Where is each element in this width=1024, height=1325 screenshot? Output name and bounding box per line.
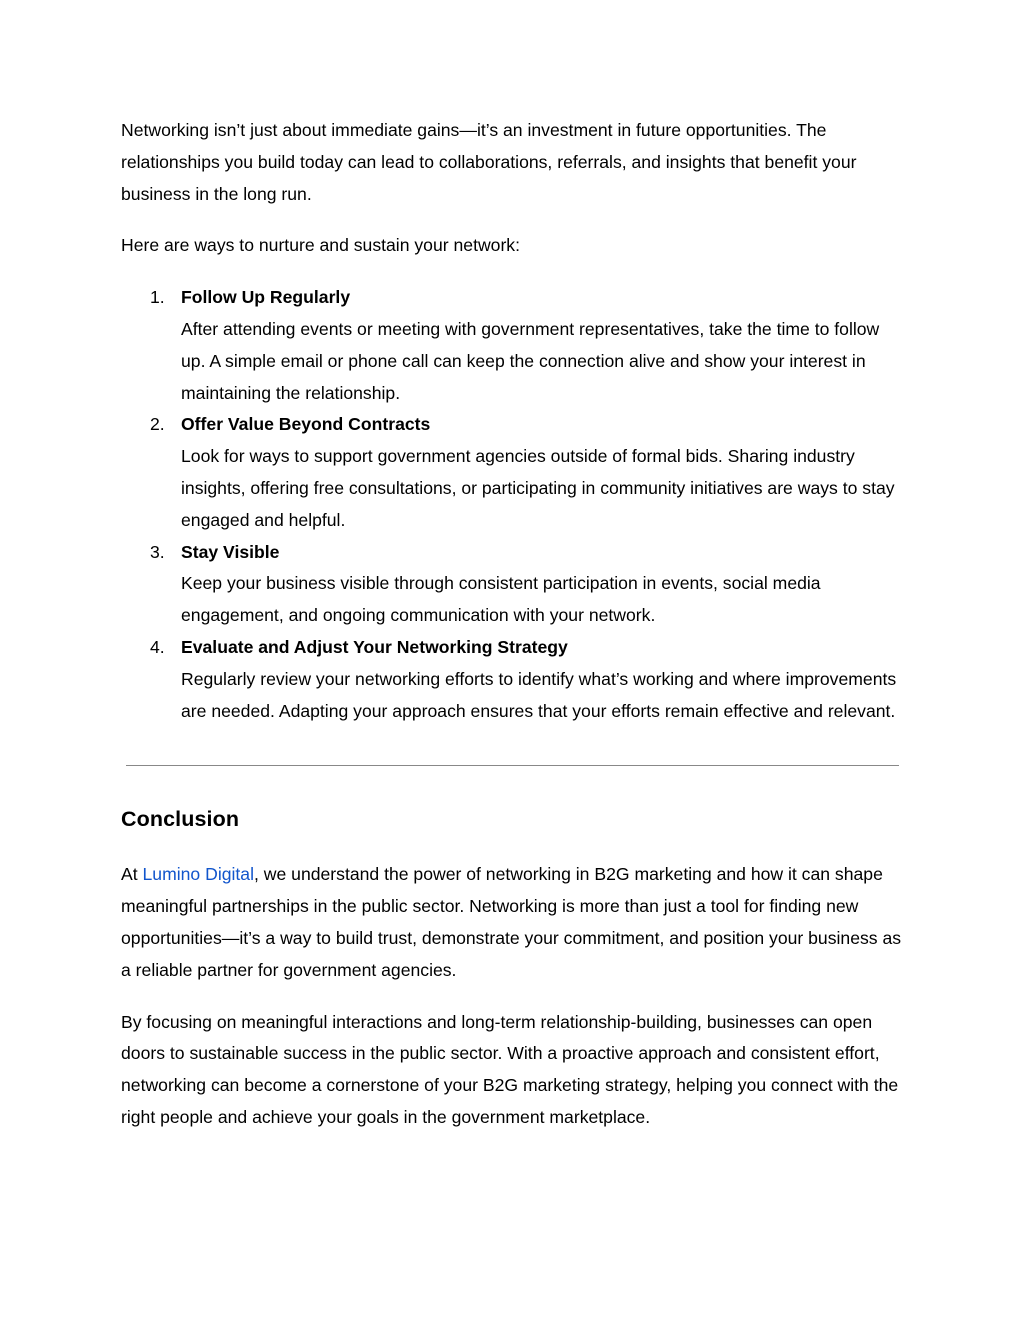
list-item-body: After attending events or meeting with government representatives, take the time to follow up. A simple email or phone call can keep the connection alive and show your interest in maintaining the relationship. (181, 318, 880, 403)
conclusion-paragraph (121, 859, 903, 986)
intro-paragraph: Networking isn’t just about immediate gains—it’s an investment in future opportunities. The relationships you build today can lead to collaborations, referrals, and insights that benefit your business in the long run. (121, 120, 857, 204)
document-page (121, 115, 903, 1134)
list-item-body: Look for ways to support government agencies outside of formal bids. Sharing industry insights, offering free consultations, or participating in community initiatives are ways to stay engaged and helpful. (181, 446, 895, 530)
list-item (121, 409, 903, 536)
conclusion-closing-paragraph: By focusing on meaningful interactions and long-term relationship-building, businesses can open doors to sustainable success in the public sector. With a proactive approach and consistent effort, networking can become a cornerstone of your B2G marketing strategy, helping you connect with the right people and achieve your goals in the government marketplace. (121, 1011, 899, 1127)
list-item-number: 4. (150, 636, 165, 657)
list-item (121, 632, 903, 727)
list-item-title: Evaluate and Adjust Your Networking Strategy (181, 636, 568, 657)
tips-list (121, 282, 903, 727)
list-item-title: Offer Value Beyond Contracts (181, 414, 431, 435)
conclusion-suffix: , we understand the power of networking in B2G marketing and how it can shape meaningful partnerships in the public sector. Networking is more than just a tool for finding new opportunities—it’s a way to build trust, demonstrate your commitment, and position your business as a reliable partner for government agencies. (121, 864, 902, 980)
list-item-number: 2. (150, 414, 165, 435)
list-item (121, 537, 903, 632)
section-divider (126, 765, 899, 766)
list-item-title: Follow Up Regularly (181, 287, 351, 308)
list-item (121, 282, 903, 409)
list-item-number: 3. (150, 541, 165, 562)
list-item-title: Stay Visible (181, 541, 280, 562)
list-lead-paragraph: Here are ways to nurture and sustain your network: (121, 235, 520, 256)
list-item-number: 1. (150, 287, 165, 308)
conclusion-heading: Conclusion (121, 807, 240, 832)
lumino-digital-link[interactable]: Lumino Digital (142, 864, 254, 885)
list-item-body: Regularly review your networking efforts to identify what’s working and where improvements are needed. Adapting your approach ensures that your efforts remain effective and relevant. (181, 668, 897, 721)
list-item-body: Keep your business visible through consistent participation in events, social media engagement, and ongoing communication with your network. (181, 573, 821, 626)
conclusion-prefix: At (121, 864, 143, 885)
